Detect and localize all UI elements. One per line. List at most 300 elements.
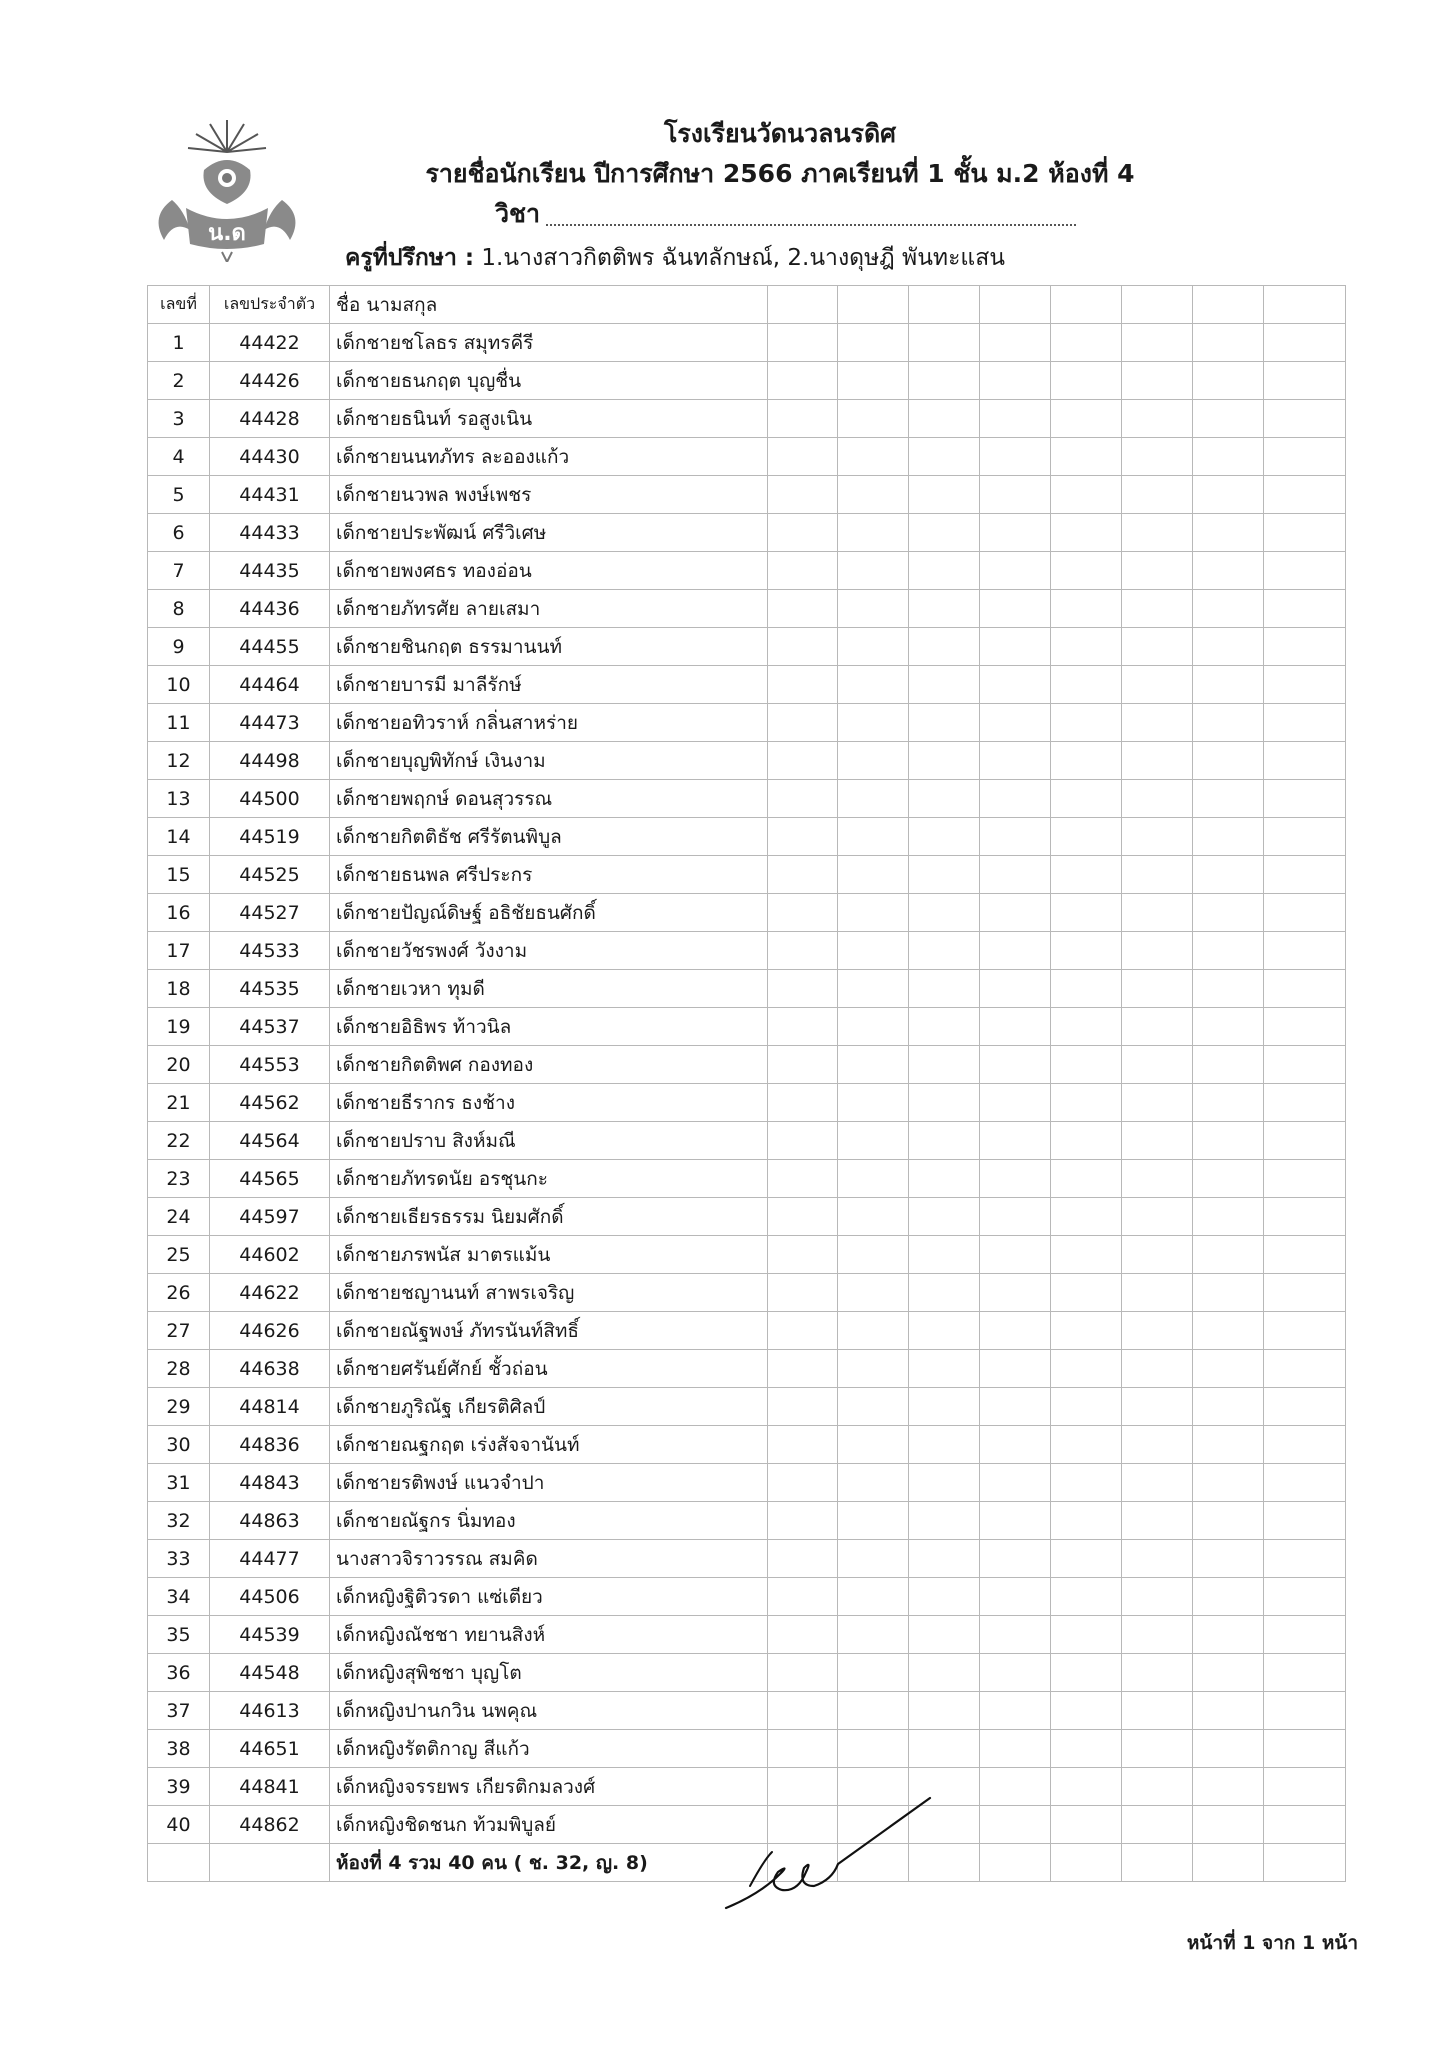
score-cell — [980, 1350, 1051, 1388]
score-cell — [768, 1578, 838, 1616]
student-number: 24 — [148, 1198, 210, 1236]
score-cell — [980, 666, 1051, 704]
score-cell — [909, 1084, 980, 1122]
score-cell — [909, 742, 980, 780]
school-name: โรงเรียนวัดนวลนรดิศ — [663, 119, 897, 148]
score-cell — [980, 1084, 1051, 1122]
student-number: 8 — [148, 590, 210, 628]
score-cell — [1264, 1198, 1346, 1236]
score-cell — [1122, 780, 1193, 818]
score-cell — [1264, 514, 1346, 552]
blank-col — [1193, 286, 1264, 324]
student-name: เด็กชายธนพล ศรีประกร — [330, 856, 768, 894]
score-cell — [1264, 1578, 1346, 1616]
score-cell — [909, 1274, 980, 1312]
table-row — [148, 1350, 1346, 1388]
score-cell — [1264, 362, 1346, 400]
student-name: เด็กชายภรพนัส มาตรแม้น — [330, 1236, 768, 1274]
student-number: 6 — [148, 514, 210, 552]
table-row — [148, 1084, 1346, 1122]
score-cell — [909, 1578, 980, 1616]
student-name: เด็กชายชินกฤต ธรรมานนท์ — [330, 628, 768, 666]
score-cell — [768, 1160, 838, 1198]
table-row — [148, 1578, 1346, 1616]
student-number: 37 — [148, 1692, 210, 1730]
score-cell — [1193, 1084, 1264, 1122]
score-cell — [1122, 1046, 1193, 1084]
score-cell — [1264, 476, 1346, 514]
score-cell — [1051, 324, 1122, 362]
student-name: เด็กชายอทิวราห์ กลิ่นสาหร่าย — [330, 704, 768, 742]
score-cell — [980, 628, 1051, 666]
score-cell — [1193, 1540, 1264, 1578]
score-cell — [1122, 704, 1193, 742]
student-number: 16 — [148, 894, 210, 932]
student-id: 44506 — [210, 1578, 330, 1616]
table-row — [148, 818, 1346, 856]
score-cell — [838, 1236, 909, 1274]
score-cell — [1193, 1160, 1264, 1198]
score-cell — [1264, 1046, 1346, 1084]
score-cell — [1051, 704, 1122, 742]
score-cell — [1122, 1540, 1193, 1578]
score-cell — [1264, 1350, 1346, 1388]
student-name: เด็กชายกิตติธัช ศรีรัตนพิบูล — [330, 818, 768, 856]
score-cell — [1193, 1578, 1264, 1616]
score-cell — [768, 1198, 838, 1236]
score-cell — [1122, 1008, 1193, 1046]
score-cell — [909, 514, 980, 552]
score-cell — [768, 514, 838, 552]
score-cell — [1264, 324, 1346, 362]
score-cell — [1193, 1274, 1264, 1312]
student-number: 22 — [148, 1122, 210, 1160]
student-id: 44527 — [210, 894, 330, 932]
score-cell — [909, 628, 980, 666]
score-cell — [1051, 856, 1122, 894]
student-name: เด็กชายพฤกษ์ ดอนสุวรรณ — [330, 780, 768, 818]
table-row — [148, 1160, 1346, 1198]
score-cell — [1051, 514, 1122, 552]
table-row — [148, 1198, 1346, 1236]
score-cell — [1122, 1578, 1193, 1616]
table-row — [148, 1730, 1346, 1768]
table-row — [148, 324, 1346, 362]
score-cell — [1264, 1730, 1346, 1768]
student-id: 44836 — [210, 1426, 330, 1464]
score-cell — [1051, 438, 1122, 476]
student-number: 40 — [148, 1806, 210, 1844]
table-row — [148, 894, 1346, 932]
student-name: เด็กชายณฐกฤต เร่งสัจจานันท์ — [330, 1426, 768, 1464]
score-cell — [1264, 894, 1346, 932]
student-name: เด็กหญิงสุพิชชา บุญโต — [330, 1654, 768, 1692]
page-number: หน้าที่ 1 จาก 1 หน้า — [1186, 1932, 1358, 1954]
student-name: เด็กชายภัทรศัย ลายเสมา — [330, 590, 768, 628]
student-name: เด็กชายภูริณัฐ เกียรติศิลป์ — [330, 1388, 768, 1426]
score-cell — [768, 476, 838, 514]
student-name: เด็กชายประพัฒน์ ศรีวิเศษ — [330, 514, 768, 552]
student-name: เด็กชายณัฐพงษ์ ภัทรนันท์สิทธิ์ — [330, 1312, 768, 1350]
score-cell — [909, 1616, 980, 1654]
student-id: 44548 — [210, 1654, 330, 1692]
student-id: 44436 — [210, 590, 330, 628]
roster-title: รายชื่อนักเรียน ปีการศึกษา 2566 ภาคเรียนที่ 1 ชั้น ม.2 ห้องที่ 4 — [425, 159, 1135, 188]
score-cell — [838, 362, 909, 400]
table-row — [148, 438, 1346, 476]
score-cell — [1051, 1046, 1122, 1084]
score-cell — [1122, 1464, 1193, 1502]
score-cell — [1122, 628, 1193, 666]
score-cell — [909, 1388, 980, 1426]
student-id: 44428 — [210, 400, 330, 438]
score-cell — [768, 552, 838, 590]
score-cell — [1264, 666, 1346, 704]
score-cell — [838, 742, 909, 780]
table-row — [148, 1654, 1346, 1692]
score-cell — [768, 1274, 838, 1312]
score-cell — [1264, 1388, 1346, 1426]
score-cell — [980, 438, 1051, 476]
score-cell — [909, 1122, 980, 1160]
score-cell — [980, 1768, 1051, 1806]
score-cell — [838, 1046, 909, 1084]
table-row — [148, 590, 1346, 628]
score-cell — [768, 1502, 838, 1540]
score-cell — [1264, 1122, 1346, 1160]
score-cell — [1264, 742, 1346, 780]
student-name: เด็กชายวัชรพงศ์ วังงาม — [330, 932, 768, 970]
student-name: เด็กชายนนทภัทร ละอองแก้ว — [330, 438, 768, 476]
student-number: 28 — [148, 1350, 210, 1388]
student-id: 44564 — [210, 1122, 330, 1160]
student-id: 44533 — [210, 932, 330, 970]
student-id: 44422 — [210, 324, 330, 362]
score-cell — [909, 400, 980, 438]
student-number: 13 — [148, 780, 210, 818]
table-row — [148, 1692, 1346, 1730]
score-cell — [1051, 1388, 1122, 1426]
score-cell — [1264, 1540, 1346, 1578]
student-id: 44477 — [210, 1540, 330, 1578]
score-cell — [1051, 742, 1122, 780]
score-cell — [1264, 856, 1346, 894]
score-cell — [1193, 1806, 1264, 1844]
student-name: นางสาวจิราวรรณ สมคิด — [330, 1540, 768, 1578]
blank-col — [838, 286, 909, 324]
score-cell — [1051, 400, 1122, 438]
score-cell — [1193, 362, 1264, 400]
score-cell — [980, 1236, 1051, 1274]
score-cell — [768, 1046, 838, 1084]
col-header-no: เลขที่ — [148, 286, 210, 324]
student-id: 44602 — [210, 1236, 330, 1274]
score-cell — [980, 1198, 1051, 1236]
score-cell — [980, 894, 1051, 932]
score-cell — [768, 1122, 838, 1160]
score-cell — [1122, 552, 1193, 590]
score-cell — [980, 704, 1051, 742]
score-cell — [1051, 1502, 1122, 1540]
score-cell — [909, 1312, 980, 1350]
student-number: 2 — [148, 362, 210, 400]
logo-text: น.ด — [208, 221, 246, 246]
student-number: 26 — [148, 1274, 210, 1312]
table-row — [148, 514, 1346, 552]
score-cell — [980, 1464, 1051, 1502]
table-row — [148, 1008, 1346, 1046]
score-cell — [768, 818, 838, 856]
table-row — [148, 1502, 1346, 1540]
student-name: เด็กชายบารมี มาลีรักษ์ — [330, 666, 768, 704]
score-cell — [1122, 970, 1193, 1008]
score-cell — [1051, 1160, 1122, 1198]
student-name: เด็กชายนวพล พงษ์เพชร — [330, 476, 768, 514]
student-name: เด็กชายบุญพิทักษ์ เงินงาม — [330, 742, 768, 780]
score-cell — [980, 324, 1051, 362]
score-cell — [1051, 1654, 1122, 1692]
score-cell — [838, 514, 909, 552]
student-id: 44863 — [210, 1502, 330, 1540]
score-cell — [1122, 666, 1193, 704]
score-cell — [838, 1122, 909, 1160]
score-cell — [1122, 1806, 1193, 1844]
student-id: 44651 — [210, 1730, 330, 1768]
score-cell — [1051, 1198, 1122, 1236]
score-cell — [1193, 628, 1264, 666]
score-cell — [1264, 1768, 1346, 1806]
table-row — [148, 1616, 1346, 1654]
score-cell — [838, 1730, 909, 1768]
score-cell — [909, 590, 980, 628]
score-cell — [1122, 1198, 1193, 1236]
student-id: 44537 — [210, 1008, 330, 1046]
score-cell — [980, 1274, 1051, 1312]
score-cell — [1264, 1312, 1346, 1350]
score-cell — [980, 1312, 1051, 1350]
student-number: 27 — [148, 1312, 210, 1350]
score-cell — [980, 1654, 1051, 1692]
score-cell — [838, 1540, 909, 1578]
score-cell — [980, 1578, 1051, 1616]
score-cell — [1122, 1616, 1193, 1654]
score-cell — [1193, 1122, 1264, 1160]
student-number: 15 — [148, 856, 210, 894]
table-row — [148, 628, 1346, 666]
score-cell — [1051, 1464, 1122, 1502]
student-number: 1 — [148, 324, 210, 362]
score-cell — [768, 932, 838, 970]
student-name: เด็กหญิงรัตติกาญ สีแก้ว — [330, 1730, 768, 1768]
score-cell — [1193, 666, 1264, 704]
signature-image — [720, 1790, 940, 1920]
score-cell — [768, 1692, 838, 1730]
score-cell — [1051, 362, 1122, 400]
table-row — [148, 1312, 1346, 1350]
score-cell — [1193, 894, 1264, 932]
score-cell — [838, 856, 909, 894]
score-cell — [838, 1616, 909, 1654]
student-id: 44626 — [210, 1312, 330, 1350]
score-cell — [1193, 1616, 1264, 1654]
score-cell — [838, 1198, 909, 1236]
score-cell — [768, 1388, 838, 1426]
student-number: 29 — [148, 1388, 210, 1426]
blank-col — [768, 286, 838, 324]
score-cell — [1264, 438, 1346, 476]
student-name: เด็กชายชญานนท์ สาพรเจริญ — [330, 1274, 768, 1312]
student-number: 38 — [148, 1730, 210, 1768]
score-cell — [768, 1540, 838, 1578]
score-cell — [1264, 1692, 1346, 1730]
score-cell — [768, 1426, 838, 1464]
score-cell — [980, 1616, 1051, 1654]
score-cell — [838, 704, 909, 742]
score-cell — [768, 894, 838, 932]
header-row — [148, 286, 1346, 324]
student-id: 44535 — [210, 970, 330, 1008]
score-cell — [1122, 1502, 1193, 1540]
score-cell — [1122, 400, 1193, 438]
score-cell — [1122, 514, 1193, 552]
score-cell — [1193, 1388, 1264, 1426]
school-logo — [142, 112, 312, 262]
score-cell — [1051, 1426, 1122, 1464]
score-cell — [768, 1654, 838, 1692]
score-cell — [909, 1236, 980, 1274]
score-cell — [838, 590, 909, 628]
score-cell — [1264, 1654, 1346, 1692]
score-cell — [909, 1540, 980, 1578]
student-name: เด็กหญิงฐิติวรดา แซ่เตียว — [330, 1578, 768, 1616]
student-id: 44622 — [210, 1274, 330, 1312]
score-cell — [1122, 1388, 1193, 1426]
score-cell — [1122, 1768, 1193, 1806]
score-cell — [1193, 476, 1264, 514]
student-number: 18 — [148, 970, 210, 1008]
student-id: 44613 — [210, 1692, 330, 1730]
score-cell — [1122, 742, 1193, 780]
student-number: 5 — [148, 476, 210, 514]
score-cell — [1051, 590, 1122, 628]
score-cell — [1193, 1730, 1264, 1768]
score-cell — [768, 1464, 838, 1502]
student-id: 44539 — [210, 1616, 330, 1654]
score-cell — [1051, 780, 1122, 818]
score-cell — [909, 894, 980, 932]
student-id: 44565 — [210, 1160, 330, 1198]
student-number: 20 — [148, 1046, 210, 1084]
student-name: เด็กชายภัทรดนัย อรชุนกะ — [330, 1160, 768, 1198]
score-cell — [768, 362, 838, 400]
score-cell — [1051, 666, 1122, 704]
score-cell — [838, 780, 909, 818]
score-cell — [838, 970, 909, 1008]
score-cell — [980, 1692, 1051, 1730]
score-cell — [838, 1312, 909, 1350]
score-cell — [980, 400, 1051, 438]
score-cell — [1122, 590, 1193, 628]
student-id: 44464 — [210, 666, 330, 704]
student-number: 33 — [148, 1540, 210, 1578]
table-row — [148, 742, 1346, 780]
score-cell — [838, 476, 909, 514]
score-cell — [909, 476, 980, 514]
score-cell — [980, 362, 1051, 400]
score-cell — [838, 1388, 909, 1426]
score-cell — [1264, 1502, 1346, 1540]
student-name: เด็กชายเธียรธรรม นิยมศักดิ์ — [330, 1198, 768, 1236]
score-cell — [838, 1578, 909, 1616]
score-cell — [1264, 1084, 1346, 1122]
student-id: 44473 — [210, 704, 330, 742]
score-cell — [1193, 1350, 1264, 1388]
student-id: 44814 — [210, 1388, 330, 1426]
col-header-id: เลขประจำตัว — [210, 286, 330, 324]
score-cell — [1122, 1350, 1193, 1388]
score-cell — [768, 1616, 838, 1654]
score-cell — [980, 780, 1051, 818]
score-cell — [1051, 818, 1122, 856]
student-id: 44525 — [210, 856, 330, 894]
student-number: 32 — [148, 1502, 210, 1540]
score-cell — [1193, 970, 1264, 1008]
student-number: 10 — [148, 666, 210, 704]
student-id: 44841 — [210, 1768, 330, 1806]
table-row — [148, 780, 1346, 818]
blank-col — [1122, 286, 1193, 324]
score-cell — [1051, 476, 1122, 514]
score-cell — [980, 932, 1051, 970]
student-name: เด็กหญิงณัชชา ทยานสิงห์ — [330, 1616, 768, 1654]
student-id: 44498 — [210, 742, 330, 780]
score-cell — [1264, 970, 1346, 1008]
score-cell — [838, 1350, 909, 1388]
student-id: 44430 — [210, 438, 330, 476]
score-cell — [1264, 552, 1346, 590]
score-cell — [1193, 1236, 1264, 1274]
student-name: เด็กหญิงปานกวิน นพคุณ — [330, 1692, 768, 1730]
table-row — [148, 1274, 1346, 1312]
score-cell — [838, 552, 909, 590]
student-id: 44435 — [210, 552, 330, 590]
score-cell — [980, 970, 1051, 1008]
score-cell — [909, 1426, 980, 1464]
score-cell — [909, 552, 980, 590]
table-row — [148, 1540, 1346, 1578]
score-cell — [1051, 1236, 1122, 1274]
student-name: เด็กชายรติพงษ์ แนวจำปา — [330, 1464, 768, 1502]
score-cell — [980, 1502, 1051, 1540]
table-row — [148, 400, 1346, 438]
score-cell — [1264, 704, 1346, 742]
score-cell — [1264, 1236, 1346, 1274]
score-cell — [768, 780, 838, 818]
score-cell — [909, 1464, 980, 1502]
score-cell — [909, 324, 980, 362]
score-cell — [1051, 628, 1122, 666]
score-cell — [909, 1502, 980, 1540]
student-number: 36 — [148, 1654, 210, 1692]
student-number: 34 — [148, 1578, 210, 1616]
score-cell — [1051, 1806, 1122, 1844]
subject-blank — [546, 204, 1076, 226]
score-cell — [909, 1198, 980, 1236]
student-number: 39 — [148, 1768, 210, 1806]
student-name: เด็กชายปราบ สิงห์มณี — [330, 1122, 768, 1160]
student-name: เด็กชายเวหา ทุมดี — [330, 970, 768, 1008]
score-cell — [838, 400, 909, 438]
